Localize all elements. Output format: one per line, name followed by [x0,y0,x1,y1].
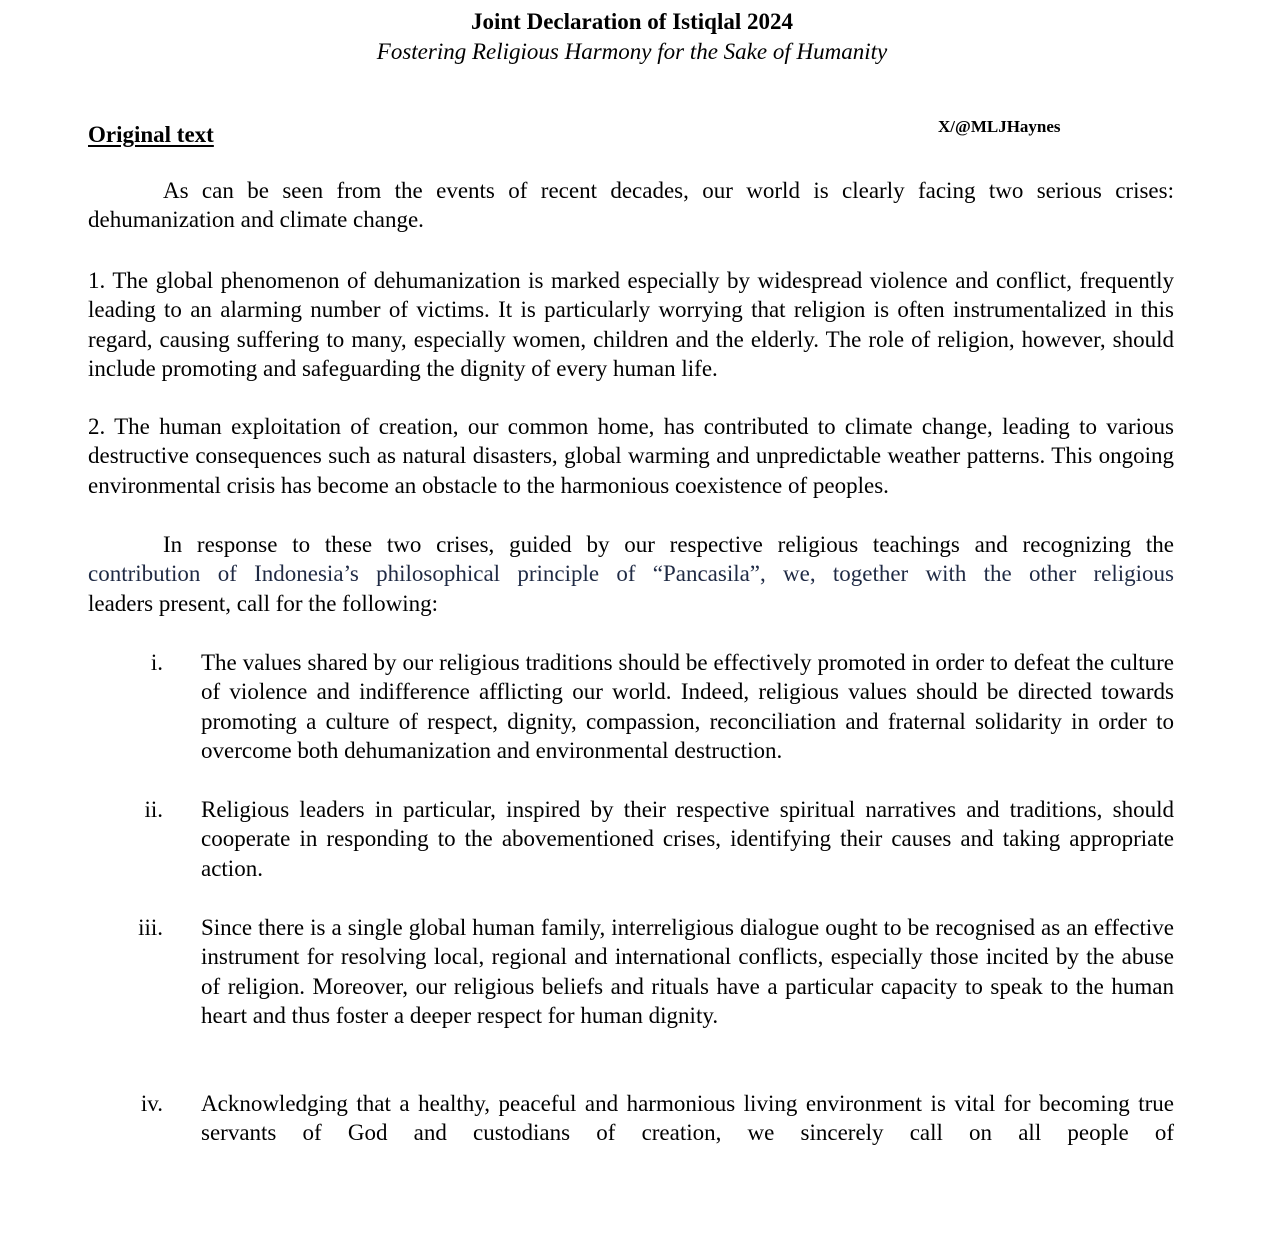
point-2-paragraph: 2. The human exploitation of creation, our common home, has contributed to climate change, leading to various destructive consequences such as natural disasters, global warming and unpredictable weather patterns. This ongoing environmental crisis has become an obstacle to the harmonious coexistence of peoples. [88,414,1174,498]
response-paragraph [88,530,1174,618]
call-item-iii [88,913,1174,1031]
call-item-iv [88,1089,1174,1148]
point-1-paragraph: 1. The global phenomenon of dehumanization is marked especially by widespread violence and conflict, frequently leading to an alarming number of victims. It is particularly worrying that religion is often instrumentalized in this regard, causing suffering to many, especially women, children and the elderly. The role of religion, however, should include promoting and safeguarding the dignity of every human life. [88,268,1174,382]
call-text: Since there is a single global human family, interreligious dialogue ought to be recognised as an effective instrument for resolving local, regional and international conflicts, especially those incited by the abuse of religion. Moreover, our religious beliefs and rituals have a particular capacity to speak to the human heart and thus foster a deeper respect for human dignity. [201,915,1174,1029]
call-numeral: iv. [140,1091,163,1116]
author-handle: X/@MLJHaynes [938,117,1061,136]
document-subtitle: Fostering Religious Harmony for the Sake of Humanity [376,39,888,64]
call-numeral: iii. [138,915,163,940]
call-text: Religious leaders in particular, inspired by their respective spiritual narratives and traditions, should cooperate in responding to the abovementioned crises, identifying their causes and taking appropriate action. [201,797,1174,881]
response-line-1: In response to these two crises, guided by our respective religious teachings and recognizing the [163,532,1174,557]
call-text: Acknowledging that a healthy, peaceful and harmonious living environment is vital for becoming true servants of God and custodians of creation, we sincerely call on all people of [201,1091,1174,1146]
response-line-3: leaders present, call for the following: [88,590,438,616]
call-item-ii [88,795,1174,883]
document-title: Joint Declaration of Istiqlal 2024 [471,9,793,34]
call-numeral: ii. [144,797,163,822]
call-numeral: i. [150,650,163,675]
response-line-2: contribution of Indonesia’s philosophical principle of “Pancasila”, we, together with the other religious [88,561,1174,587]
call-item-i [88,648,1174,766]
call-text: The values shared by our religious traditions should be effectively promoted in order to defeat the culture of violence and indifference afflicting our world. Indeed, religious values should be directed towards promoting a culture of respect, dignity, compassion, reconciliation and fraternal solidarity in order to overcome both dehumanization and environmental destruction. [201,650,1174,764]
section-heading: Original text [88,122,214,147]
intro-paragraph: As can be seen from the events of recent decades, our world is clearly facing two serious crises: dehumanization and climate change. [88,178,1174,233]
